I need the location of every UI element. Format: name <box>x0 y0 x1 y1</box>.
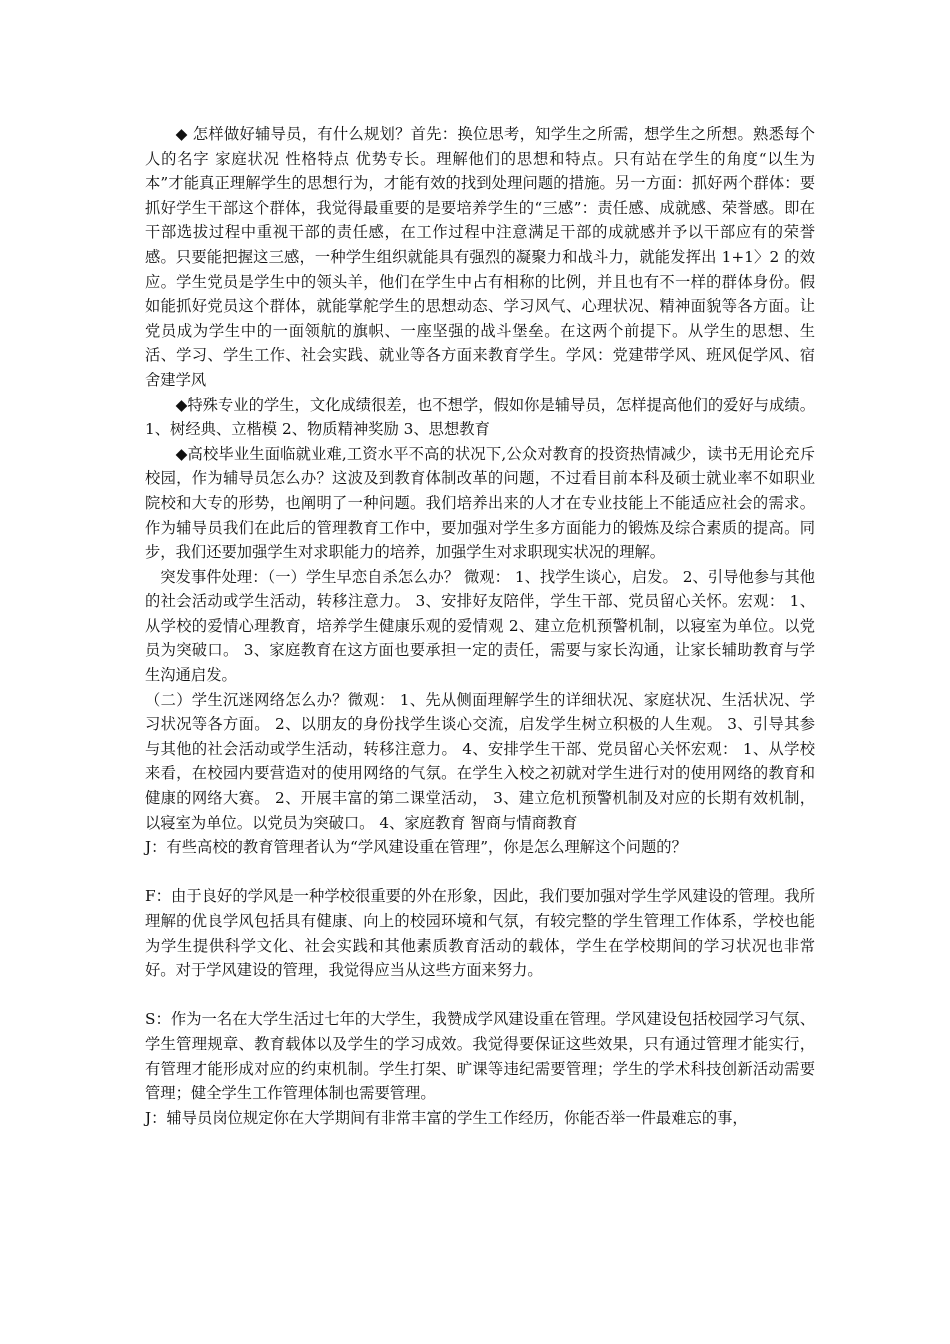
paragraph-special-major: ◆特殊专业的学生，文化成绩很差，也不想学，假如你是辅导员，怎样提高他们的爱好与成绩。 1、树经典、立楷模 2、物质精神奖励 3、思想教育 <box>145 395 815 439</box>
paragraph-emergency-love: 突发事件处理：（一）学生早恋自杀怎么办？ 微观： 1、找学生谈心，启发。 2、引导他参与其他的社会活动或学生活动，转移注意力。 3、安排好友陪伴，学生干部、党员留心关怀。宏观： 1、从学校的爱情心理教育，培养学生健康乐观的爱情观 2、建立危机预警机制，以寝室为单位。以党员为突破口。 3、家庭教育在这方面也要承担一定的责任，需要与家长沟通，让家长辅助教育与学生沟通启发。 <box>145 567 815 685</box>
paragraph-employment: ◆高校毕业生面临就业难,工资水平不高的状况下,公众对教育的投资热情减少，读书无用论充斥校园，作为辅导员怎么办？这波及到教育体制改革的问题，不过看目前本科及硕士就业率不如职业院校和大专的形势，也阐明了一种问题。我们培养出来的人才在专业技能上不能适应社会的需求。作为辅导员我们在此后的管理教育工作中，要加强对学生多方面能力的锻炼及综合素质的提高。同步，我们还要加强学生对求职能力的培养，加强学生对求职现实状况的理解。 <box>145 444 815 562</box>
paragraph-emergency-internet: （二）学生沉迷网络怎么办？微观： 1、先从侧面理解学生的详细状况、家庭状况、生活状况、学习状况等各方面。 2、以朋友的身份找学生谈心交流，启发学生树立积极的人生观。 3、引导其参与其他的社会活动或学生活动，转移注意力。 4、安排学生干部、党员留心关怀宏观： 1、从学校来看，在校园内要营造对的使用网络的气氛。在学生入校之初就对学生进行对的使用网络的教育和健康的网络大赛。 2、开展丰富的第二课堂活动， 3、建立危机预警机制及对应的长期有效机制，以寝室为单位。以党员为突破口。 4、家庭教育 智商与情商教育 <box>145 690 815 832</box>
paragraph-question-study-style: J：有些高校的教育管理者认为“学风建设重在管理”，你是怎么理解这个问题的？ <box>145 838 687 857</box>
paragraph-answer-s: S：作为一名在大学生活过七年的大学生，我赞成学风建设重在管理。学风建设包括校园学习气氛、学生管理规章、教育载体以及学生的学习成效。我觉得要保证这些效果，只有通过管理才能实行，有管理才能形成对应的约束机制。学生打架、旷课等违纪需要管理；学生的学术科技创新活动需要管理；健全学生工作管理体制也需要管理。 <box>145 1010 815 1103</box>
paragraph-answer-f: F：由于良好的学风是一种学校很重要的外在形象，因此，我们要加强对学生学风建设的管理。我所理解的优良学风包括具有健康、向上的校园环境和气氛，有较完整的学生管理工作体系，学校也能为学生提供科学文化、社会实践和其他素质教育活动的载体，学生在学校期间的学习状况也非常好。对于学风建设的管理，我觉得应当从这些方面来努力。 <box>145 887 815 980</box>
document-body <box>145 122 815 1130</box>
blank-line <box>145 983 815 1008</box>
paragraph-counselor-plan: ◆ 怎样做好辅导员，有什么规划？首先：换位思考，知学生之所需，想学生之所想。熟悉每个人的名字 家庭状况 性格特点 优势专长。理解他们的思想和特点。只有站在学生的角度“以生为本”才能真正理解学生的思想行为，才能有效的找到处理问题的措施。另一方面：抓好两个群体：要抓好学生干部这个群体，我觉得最重要的是要培养学生的“三感”：责任感、成就感、荣誉感。即在干部选拔过程中重视干部的责任感，在工作过程中注意满足干部的成就感并予以干部应有的荣誉感。只要能把握这三感，一种学生组织就能具有强烈的凝聚力和战斗力，就能发挥出 1+1〉2 的效应。学生党员是学生中的领头羊，他们在学生中占有相称的比例，并且也有不一样的群体身份。假如能抓好党员这个群体，就能掌舵学生的思想动态、学习风气、心理状况、精神面貌等各方面。让党员成为学生中的一面领航的旗帜、一座坚强的战斗堡垒。在这两个前提下。从学生的思想、生活、学习、学生工作、社会实践、就业等各方面来教育学生。学风：党建带学风、班风促学风、宿舍建学风 <box>145 125 815 389</box>
blank-line <box>145 860 815 885</box>
paragraph-question-experience: J：辅导员岗位规定你在大学期间有非常丰富的学生工作经历，你能否举一件最难忘的事， <box>145 1108 748 1127</box>
